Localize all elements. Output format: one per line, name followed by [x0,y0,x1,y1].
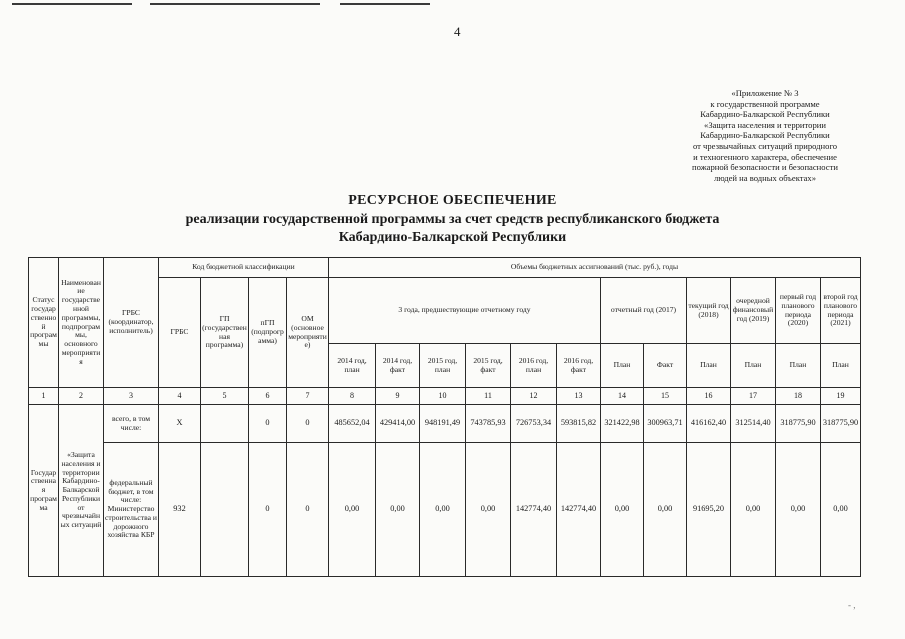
header-name: Наименование государственной программы, подпрограммы, основного мероприятия [59,258,104,388]
document-title: РЕСУРСНОЕ ОБЕСПЕЧЕНИЕ [348,193,557,208]
header-grbs: ГРБС (координатор, исполнитель) [104,258,159,388]
row-federal-code-om: 0 [287,443,329,577]
column-number: 16 [687,388,731,405]
subheader-2018-plan: План [687,344,731,388]
subheader-2020-plan: План [776,344,821,388]
column-number: 4 [159,388,201,405]
appendix-line: от чрезвычайных ситуаций природного [692,140,838,151]
subheader-2016-plan: 2016 год, план [511,344,557,388]
header-volumes: Объемы бюджетных ассигнований (тыс. руб.), годы [329,258,861,278]
subheader-2014-plan: 2014 год, план [329,344,376,388]
column-number: 14 [601,388,644,405]
row-federal-value: 0,00 [329,443,376,577]
row-total-value: 429414,00 [376,405,420,443]
document-subtitle: реализации государственной программы за счет средств республиканского бюджета [185,212,720,227]
column-number: 19 [821,388,861,405]
header-report-year: отчетный год (2017) [601,278,687,344]
subheader-2014-fact: 2014 год, факт [376,344,420,388]
row-total-grbs: всего, в том числе: [104,405,159,443]
row-federal-value: 0,00 [601,443,644,577]
resource-table [28,257,861,577]
row-total-value: 743785,93 [466,405,511,443]
column-number: 13 [557,388,601,405]
column-number: 18 [776,388,821,405]
scan-mark: - , [848,600,856,610]
column-number: 9 [376,388,420,405]
column-number: 11 [466,388,511,405]
column-number: 15 [644,388,687,405]
appendix-line: Кабардино-Балкарской Республики [700,109,830,120]
header-code-om: ОМ (основное мероприятие) [287,278,329,388]
column-number: 12 [511,388,557,405]
column-number: 8 [329,388,376,405]
row-federal-value: 142774,40 [511,443,557,577]
scan-edge-line [150,3,320,5]
column-number: 10 [420,388,466,405]
status-cell: Государственная программа [29,405,59,577]
row-federal-value: 0,00 [776,443,821,577]
row-federal-code-pgp: 0 [249,443,287,577]
appendix-line: пожарной безопасности и безопасности [692,162,838,173]
subheader-2017-plan: План [601,344,644,388]
subheader-2017-fact: Факт [644,344,687,388]
row-federal-value: 91695,20 [687,443,731,577]
row-federal-value: 0,00 [644,443,687,577]
row-total-value: 726753,34 [511,405,557,443]
header-status: Статус государственной программы [29,258,59,388]
header-code-pgp: пГП (подпрограмма) [249,278,287,388]
header-plan-second: второй год планового периода (2021) [821,278,861,344]
subheader-2019-plan: План [731,344,776,388]
row-total-code-gp [201,405,249,443]
appendix-line: людей на водных объектах» [713,172,817,183]
header-code-grbs: ГРБС [159,278,201,388]
appendix-line: «Защита населения и территории [704,119,826,130]
column-number: 5 [201,388,249,405]
row-total-code-pgp: 0 [249,405,287,443]
row-federal-value: 0,00 [466,443,511,577]
row-federal-value: 0,00 [821,443,861,577]
row-total-value: 416162,40 [687,405,731,443]
appendix-line: «Приложение № 3 [731,88,799,98]
row-total-value: 318775,90 [776,405,821,443]
column-number: 1 [29,388,59,405]
header-code-gp: ГП (государственная программа) [201,278,249,388]
appendix-line: и техногенного характера, обеспечение [693,151,837,162]
row-federal-code-gp [201,443,249,577]
column-number: 7 [287,388,329,405]
appendix-line: Кабардино-Балкарской Республики [700,130,830,141]
column-number: 2 [59,388,104,405]
row-federal-grbs: федеральный бюджет, в том числе: Министерство строительства и дорожного хозяйства КБР [104,443,159,577]
subheader-2021-plan: План [821,344,861,388]
row-total-value: 300963,71 [644,405,687,443]
appendix-note [665,88,865,183]
row-federal-value: 0,00 [376,443,420,577]
row-federal-code-grbs: 932 [159,443,201,577]
column-number: 3 [104,388,159,405]
row-total-code-grbs: Х [159,405,201,443]
scan-edge-line [12,3,132,5]
page-number: 4 [454,24,461,39]
header-prev-years: 3 года, предшествующие отчетному году [329,278,601,344]
row-total-value: 321422,98 [601,405,644,443]
header-plan-first: первый год планового периода (2020) [776,278,821,344]
row-federal-value: 0,00 [731,443,776,577]
header-budget-code: Код бюджетной классификации [159,258,329,278]
subheader-2015-fact: 2015 год, факт [466,344,511,388]
row-total-value: 318775,90 [821,405,861,443]
column-number: 17 [731,388,776,405]
program-name-cell: «Защита населения и территории Кабардино-Балкарской Республики от чрезвычайных ситуаций [59,405,104,577]
row-total-value: 593815,82 [557,405,601,443]
row-total-value: 312514,40 [731,405,776,443]
row-total-code-om: 0 [287,405,329,443]
header-next-year: очередной финансовый год (2019) [731,278,776,344]
appendix-line: к государственной программе [710,98,820,109]
column-number: 6 [249,388,287,405]
subheader-2015-plan: 2015 год, план [420,344,466,388]
scan-edge-line [340,3,430,5]
row-total-value: 485652,04 [329,405,376,443]
row-federal-value: 0,00 [420,443,466,577]
row-federal-value: 142774,40 [557,443,601,577]
subheader-2016-fact: 2016 год, факт [557,344,601,388]
header-current-year: текущий год (2018) [687,278,731,344]
row-total-value: 948191,49 [420,405,466,443]
document-subtitle-region: Кабардино-Балкарской Республики [338,230,567,245]
